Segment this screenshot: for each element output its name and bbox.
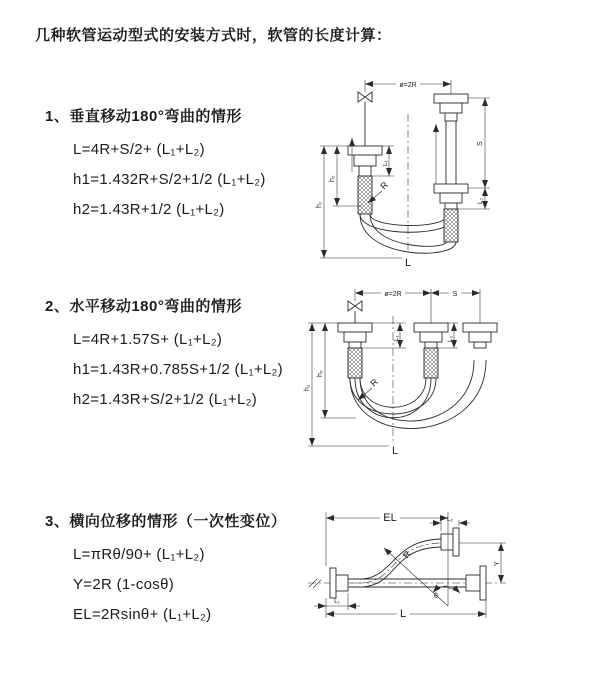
dim-label-diameter: ø=2R [384, 291, 402, 298]
left-flange [330, 568, 348, 598]
dim-label-diameter: ø=2R [399, 82, 417, 89]
formula-L: L=4R+S/2+ (L₁+L₂) [73, 141, 205, 158]
braided-hose-section [444, 209, 458, 242]
right-flange [466, 566, 486, 600]
dim-label-length: L [399, 608, 407, 620]
valve-icon [348, 301, 362, 311]
dim-el [326, 510, 448, 606]
dim-label-s: S [477, 141, 484, 146]
formula-h1: h1=1.432R+S/2+1/2 (L₁+L₂) [73, 171, 266, 188]
valve-icon [358, 92, 372, 102]
dim-label-l1: L₁ [382, 160, 389, 166]
dim-label-length: L [391, 445, 399, 457]
right-pipe-assembly [463, 323, 497, 348]
page-title: 几种软管运动型式的安装方式时，软管的长度计算： [35, 27, 392, 44]
section-2-heading: 2、水平移动180°弯曲的情形 [45, 298, 242, 315]
section-3-heading: 3、横向位移的情形（一次性变位） [45, 513, 287, 530]
axis-break-mark [309, 579, 321, 588]
braided-hose-section [348, 348, 362, 378]
left-pipe-assembly [338, 301, 372, 378]
hose-s-curve [348, 539, 441, 587]
diagram-lateral-displacement [296, 496, 598, 674]
upper-flange [441, 528, 459, 556]
formula-L: L=πRθ/90+ (L₁+L₂) [73, 546, 205, 563]
formula-Y: Y=2R (1-cosθ) [73, 576, 175, 593]
dim-label-l2: L₂ [477, 197, 484, 204]
dim-l1 [314, 593, 360, 610]
formula-L: L=4R+1.57S+ (L₁+L₂) [73, 331, 223, 348]
dim-label-length: L [404, 257, 412, 268]
dim-top [355, 289, 480, 323]
dim-label-r: R [378, 179, 391, 192]
dim-label-l2: L₂ [447, 335, 454, 342]
dim-label-h2: h₂ [317, 370, 324, 377]
braided-hose-section [424, 348, 438, 378]
formula-h2: h2=1.43R+1/2 (L₁+L₂) [73, 201, 225, 218]
dim-label-y: Y [494, 561, 501, 566]
dim-label-h1: h₁ [304, 384, 311, 391]
dim-top [365, 80, 451, 94]
braided-hose-section [358, 176, 372, 214]
diagram-vertical-180-bend [308, 66, 590, 268]
hose-curves [350, 360, 486, 429]
dim-label-el: EL [383, 512, 397, 524]
diagram-horizontal-180-bend [298, 278, 600, 460]
dim-label-h1: h₁ [316, 201, 323, 208]
dim-label-r: R [368, 376, 381, 389]
formula-h2: h2=1.43R+S/2+1/2 (L₁+L₂) [73, 391, 258, 408]
dim-label-s: S [452, 291, 458, 298]
dim-label-l1: L₁ [393, 335, 400, 341]
dim-label-h2: h₂ [329, 175, 336, 182]
middle-pipe-assembly [414, 323, 448, 378]
dim-label-theta: θ [434, 593, 438, 600]
dim-label-l1: L₁ [334, 598, 340, 605]
radius-and-angle [384, 548, 460, 606]
dim-label-r: R [401, 548, 413, 561]
dim-label-l2: L₂ [446, 516, 454, 523]
dim-length [326, 598, 486, 620]
section-1-heading: 1、垂直移动180°弯曲的情形 [45, 108, 242, 125]
formula-EL: EL=2Rsinθ+ (L₁+L₂) [73, 606, 212, 623]
formula-h1: h1=1.43R+0.785S+1/2 (L₁+L₂) [73, 361, 283, 378]
right-pipe-assembly [434, 94, 468, 242]
